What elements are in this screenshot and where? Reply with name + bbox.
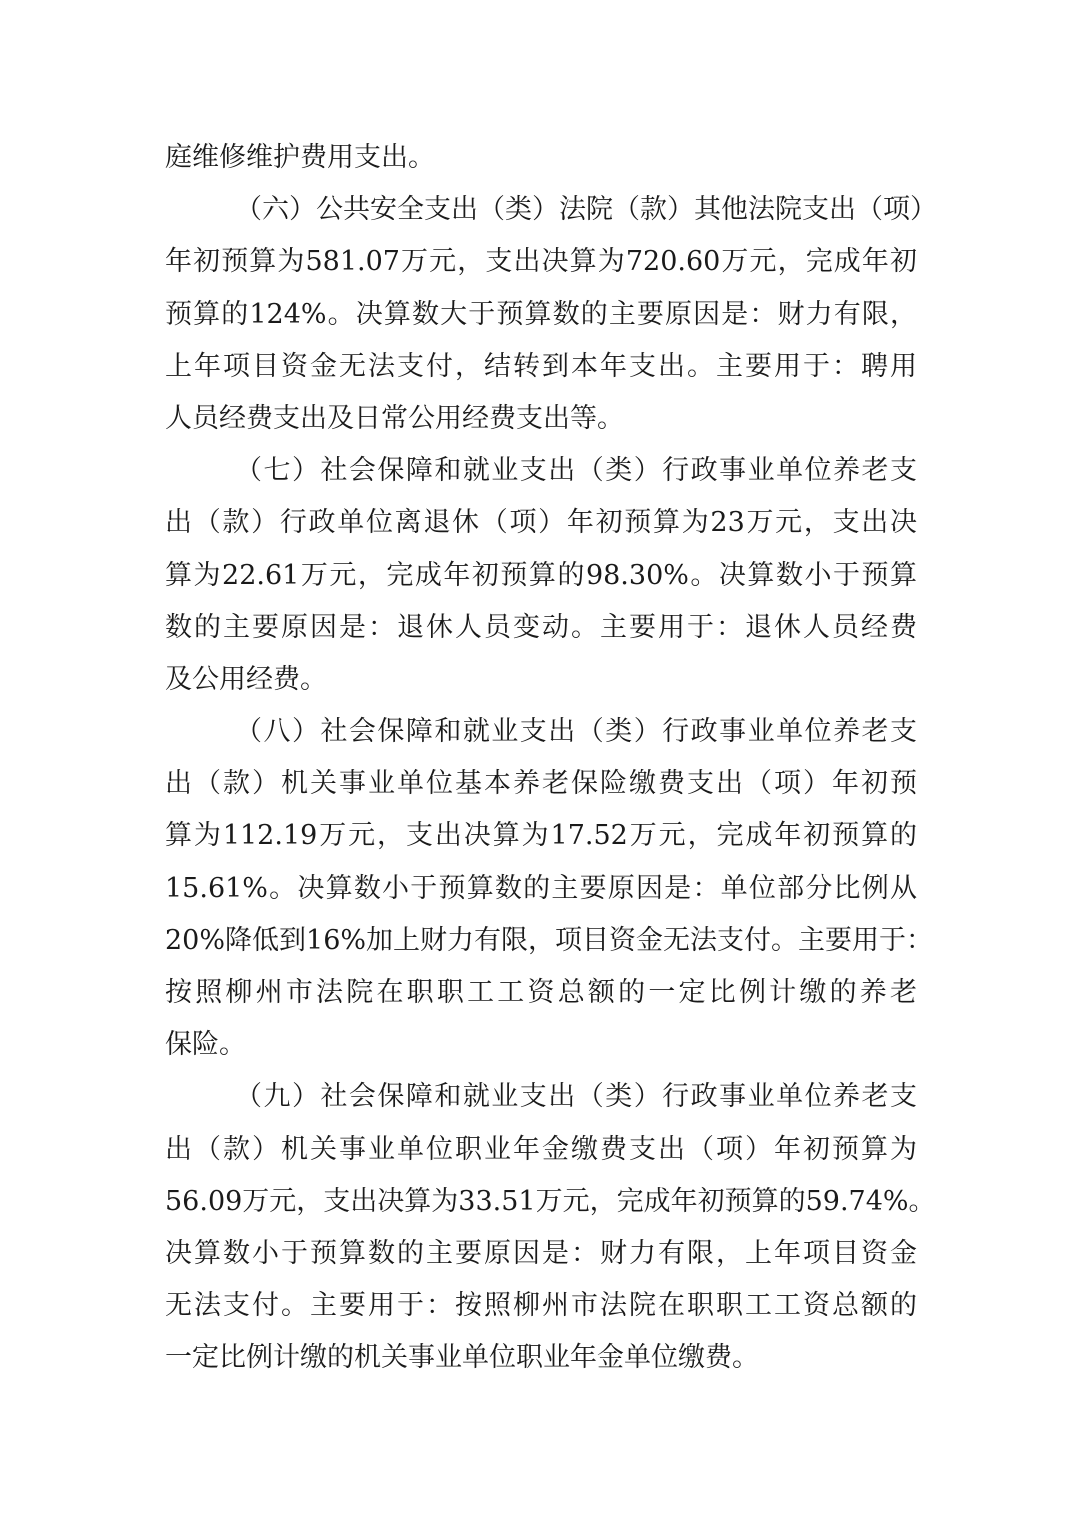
paragraph-9-line-4: 决算数小于预算数的主要原因是：财力有限，上年项目资金	[165, 1237, 917, 1269]
paragraph-6-line-2: 年初预算为581.07万元，支出决算为720.60万元，完成年初	[165, 246, 917, 278]
paragraph-9-line-5: 无法支付。主要用于：按照柳州市法院在职职工工资总额的	[165, 1290, 917, 1322]
paragraph-0-line-1: 庭维修维护费用支出。	[165, 142, 435, 173]
paragraph-8-line-7: 保险。	[165, 1029, 246, 1061]
paragraph-9-line-6: 一定比例计缴的机关事业单位职业年金单位缴费。	[165, 1342, 759, 1374]
paragraph-8-line-3: 算为112.19万元，支出决算为17.52万元，完成年初预算的	[165, 820, 917, 852]
paragraph-8-line-1: （八）社会保障和就业支出（类）行政事业单位养老支	[235, 716, 917, 748]
paragraph-7-line-2: 出（款）行政单位离退休（项）年初预算为23万元，支出决	[165, 507, 917, 539]
paragraph-8-line-4: 15.61%。决算数小于预算数的主要原因是：单位部分比例从	[165, 872, 917, 904]
paragraph-7-line-4: 数的主要原因是：退休人员变动。主要用于：退休人员经费	[165, 611, 917, 643]
paragraph-7-line-1: （七）社会保障和就业支出（类）行政事业单位养老支	[235, 455, 917, 487]
paragraph-8-line-6: 按照柳州市法院在职职工工资总额的一定比例计缴的养老	[165, 977, 917, 1008]
paragraph-7-line-3: 算为22.61万元，完成年初预算的98.30%。决算数小于预算	[165, 559, 917, 591]
paragraph-6-line-1: （六）公共安全支出（类）法院（款）其他法院支出（项）	[235, 194, 937, 226]
paragraph-6-line-3: 预算的124%。决算数大于预算数的主要原因是：财力有限，	[165, 298, 917, 330]
paragraph-8-line-2: 出（款）机关事业单位基本养老保险缴费支出（项）年初预	[165, 768, 917, 800]
paragraph-8-line-5: 20%降低到16%加上财力有限，项目资金无法支付。主要用于：	[165, 924, 934, 956]
paragraph-7-line-5: 及公用经费。	[165, 663, 327, 695]
paragraph-9-line-2: 出（款）机关事业单位职业年金缴费支出（项）年初预算为	[165, 1133, 917, 1165]
paragraph-9-line-1: （九）社会保障和就业支出（类）行政事业单位养老支	[235, 1081, 917, 1113]
paragraph-6-line-5: 人员经费支出及日常公用经费支出等。	[165, 402, 624, 434]
document-body	[165, 132, 937, 1385]
paragraph-6-line-4: 上年项目资金无法支付，结转到本年支出。主要用于：聘用	[165, 350, 917, 382]
paragraph-9-line-3: 56.09万元，支出决算为33.51万元，完成年初预算的59.74%。	[165, 1185, 936, 1217]
